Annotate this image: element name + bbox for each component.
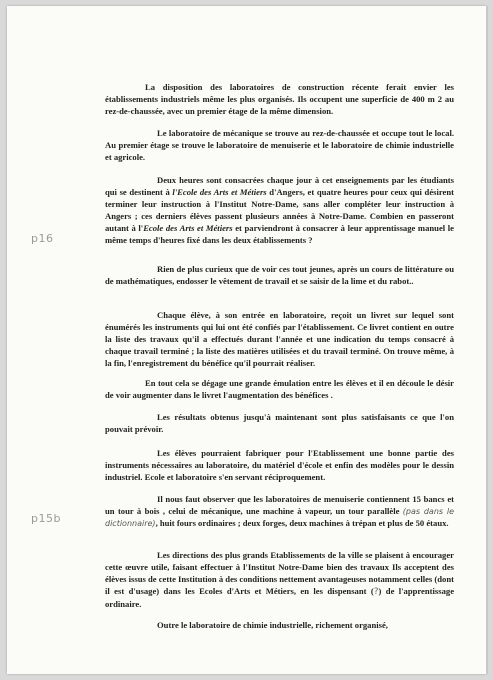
handwritten-question-mark: ? [373,586,379,597]
paragraph-9 [105,494,454,530]
page-edge [486,6,488,674]
paragraph-10 [105,550,454,611]
paragraph-2 [105,128,454,164]
margin-note-p16: p16 [31,232,54,245]
paragraph-7 [105,412,454,436]
paragraph-8-text: Les élèves pourraient fabriquer pour l'Etablissement une bonne partie des instruments nécessaires au laboratoire, du matériel d'école et enfin des modèles pour le dessin industriel. Ecole et laboratoire s'en servant réciproquement. [105,448,454,482]
p3-ecole-1: l'Ecole des Arts et Métiers [172,186,267,197]
paragraph-5 [105,310,454,370]
handwritten-note: (pas dans le dictionnaire) [105,506,454,528]
p9-a: Il nous faut observer que les laboratoires de menuiserie contiennent 15 bancs et un tour à bois , celui de mécanique, une machine à vapeur, un tour parallèle [105,494,454,516]
paragraph-1 [105,82,454,118]
paragraph-1-text: La disposition des laboratoires de construction récente ferait envier les établissements industriels même les plus organisés. Ils occupent une superficie de 400 m 2 au rez-de-chaussée, avec un premier étage de la même dimension. [105,82,454,116]
paragraph-6-text: En tout cela se dégage une grande émulation entre les élèves et il en découle le désir de voir augmenter dans le livret l'augmentation des bénéfices . [105,378,454,400]
p3-a: Deux heures sont consacrées chaque jour à cet enseignements par les étudiants qui se destinent à [105,175,454,197]
paragraph-8 [105,448,454,484]
paragraph-3 [105,175,454,246]
paragraph-4 [105,264,454,288]
p3-c: d'Angers, et quatre heures pour ceux qui désirent terminer leur instruction à l'Institut Notre-Dame, sans aller compléter leur instruction à Angers ; ces derniers élèves passent plusieurs années à Notre-Dame. Combien en passeront autant à l' [105,186,455,233]
p3-ecole-2: Ecole des Arts et Métiers [143,222,233,233]
margin-note-p15b: p15b [31,512,61,525]
paragraph-7-text: Les résultats obtenus jusqu'à maintenant sont plus satisfaisants ce que l'on pouvait prévoir. [105,412,454,434]
paragraph-6 [105,378,454,402]
p9-b: , huit fours ordinaires ; deux forges, deux machines à trépan et plus de 50 étaux. [155,517,449,528]
paragraph-4-text: Rien de plus curieux que de voir ces tout jeunes, après un cours de littérature ou de mathématiques, endosser le vêtement de travail et se saisir de la lime et du rabot.. [105,264,454,286]
p10-b: ) de l'apprentissage ordinaire. [105,585,455,609]
paragraph-2-text: Le laboratoire de mécanique se trouve au rez-de-chaussée et occupe tout le local. Au premier étage se trouve le laboratoire de menuiserie et le laboratoire de chimie industrielle et agricole. [105,128,454,162]
paragraph-11-text: Outre le laboratoire de chimie industrielle, richement organisé, [157,620,388,630]
p10-a: Les directions des plus grands Etablissements de la ville se plaisent à encourager cette œuvre utile, faisant effectuer à l'Institut Notre-Dame bien des travaux Ils acceptent des élèves issus de cette Institution à des conditions nettement avantageuses notamment celles (dont il est d'usage) dans les Ecoles d'Arts et Métiers, en les dispensant ( [105,550,454,596]
paragraph-11 [105,620,454,632]
p3-e: et parviendront à consacrer à leur apprentissage manuel le même temps d'heures fixé dans les deux établissements ? [105,222,454,245]
paragraph-5-text: Chaque élève, à son entrée en laboratoire, reçoit un livret sur lequel sont énumérés les instruments qui lui ont été confiés par l'établissement. Ce livret contient en outre la liste des travaux qu'il a effectués durant l'année et une indication du temps consacré à chaque travail terminé ; la liste des matières utilisées et du travail terminé. On trouve même, à la fin, l'enregistrement du bénéfice qu'il pourrait réaliser. [105,310,454,368]
